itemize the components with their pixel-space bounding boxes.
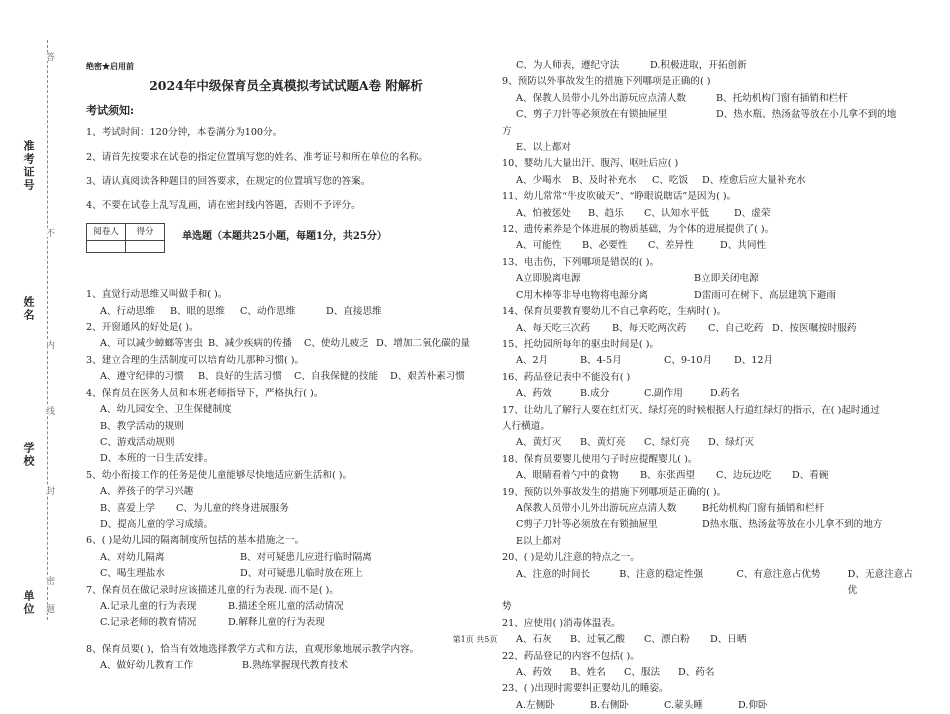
option: A、养孩子的学习兴趣 [100,486,194,498]
seal-line [47,40,48,620]
option: D.积极进取，开拓创新 [650,60,747,71]
question-continuation: 人行横道。 [502,420,550,432]
option: A、石灰 [516,634,552,646]
options [502,173,922,189]
option: A、遵守纪律的习惯 [100,371,184,383]
option: A、2月 [516,355,549,367]
option: B.右侧卧 [590,699,629,711]
option: C、为儿童的终身进展服务 [176,502,289,514]
option: D、无意注意占优 [847,568,913,596]
options [502,91,922,107]
option: B、眼的思维 [170,305,226,317]
options [502,271,922,287]
option: C、游戏活动规则 [100,436,175,448]
option: C用木棒等非导电物将电源分离 [516,289,649,301]
question: 17、让幼儿了解行人要在红灯灭、绿灯亮的时候根据人行道红绿灯的指示，在( )起时通过 [502,404,880,416]
options [502,206,922,222]
option: C、差异性 [648,240,694,252]
option: A、药效 [516,388,552,400]
options [86,304,486,320]
right-column [502,58,922,714]
question: 14、保育员要教育婴幼儿不自己拿药吃，生病时( )。 [502,306,727,318]
seal-mark: 内 [44,340,54,349]
question: 1、直觉行动思维又叫做手和( )。 [86,289,228,301]
notice-item: 1、考试时间：120分钟，本卷满分为100分。 [86,127,283,139]
question: 15、托幼园所每年的驱虫时间是( )。 [502,338,660,350]
options [86,336,486,352]
option: D雷雨可在树下、高层建筑下避雨 [694,289,837,301]
option: D、日晒 [710,634,747,646]
section-title: 单选题（本题共25小题，每题1分，共25分） [182,230,387,242]
options [502,353,922,369]
option: D.解释儿童的行为表现 [228,617,325,629]
options [86,599,486,615]
option: D、热水瓶、热汤盆等放在小儿拿不到的地 [716,109,897,121]
notice-item: 4、不要在试卷上乱写乱画，请在密封线内答题，否则不予评分。 [86,200,361,212]
option: D、共同性 [720,240,767,252]
option: C、边玩边吃 [716,470,772,482]
option: B、教学活动的规则 [100,420,184,432]
option: D、绿灯灭 [708,437,755,449]
options [502,58,922,74]
exam-number-label: 准考证号 [22,140,35,192]
option: A、对幼儿隔离 [100,551,165,563]
option: C、动作思维 [240,305,296,317]
left-column [86,58,486,675]
option: A、可以减少蟑螂等害虫 [100,338,203,350]
options [502,238,922,254]
option: C.记录老师的教育情况 [100,617,197,629]
option: C、剪子刀针等必须放在有锁抽屉里 [516,109,668,121]
page-title: 2024年中级保育员全真模拟考试试题A卷 附解析 [149,78,423,94]
question: 6、( )是幼儿园的隔离制度所包括的基本措施之一。 [86,535,305,547]
options [502,288,922,304]
seal-mark: 密 [44,576,54,585]
option: C、服法 [624,667,661,679]
score-cell: 得分 [126,223,165,240]
option: C、吃饭 [652,174,689,186]
question: 8、保育员要( )，恰当有效地选择教学方式和方法，直观形象地展示教学内容。 [86,643,420,655]
notice-item: 3、请认真阅读各种题目的回答要求，在规定的位置填写您的答案。 [86,176,371,188]
question: 19、预防以外事故发生的措施下列哪项是正确的( )。 [502,486,727,498]
option: A、行动思维 [100,305,155,317]
option: A、幼儿园安全、卫生保健制度 [100,404,232,416]
name-label: 姓名 [22,296,35,322]
seal-mark: 不 [44,228,54,237]
option: B、注意的稳定性强 [619,568,704,580]
option: A、每天吃三次药 [516,322,591,334]
option: D、痊愈后应大量补充水 [702,174,806,186]
option: A.左侧卧 [516,699,555,711]
question: 18、保育员要婴儿使用勺子时应提醒婴儿( )。 [502,453,698,465]
option: D.药名 [710,388,740,400]
option: B.熟练掌握现代教育技术 [242,660,349,672]
question: 13、电击伤，下列哪项是错误的( )。 [502,256,660,268]
option: D、12月 [734,355,774,367]
option: C、自己吃药 [708,322,764,334]
option: D、艰苦朴素习惯 [390,371,465,383]
option: B、对可疑患儿应进行临时隔离 [240,551,372,563]
option: E以上都对 [516,535,562,547]
option-continuation: 势 [502,601,512,613]
question: 22、药品登记的内容不包括( )。 [502,650,640,662]
option: B.描述全班儿童的活动情况 [228,600,344,612]
option: D.仰卧 [738,699,768,711]
seal-mark: 答 [44,52,54,61]
exam-notice [86,103,486,215]
options [502,517,922,533]
question: 4、保育员在医务人员和本班老师指导下，严格执行( )。 [86,387,324,399]
options [502,665,922,681]
options [502,698,922,714]
option: C、喝生理盐水 [100,568,165,580]
option: A立即脱离电源 [516,273,581,285]
seal-mark: 题 [44,604,54,613]
option: B、喜爱上学 [100,502,156,514]
option: D、直接思维 [326,305,382,317]
option: B、必要性 [582,240,628,252]
question: 11、幼儿常常“牛皮吹破天”、“睁眼说瞎话”是因为( )。 [502,191,737,203]
question: 12、遗传素养是个体进展的物质基础，为个体的进展提供了( )。 [502,224,775,236]
option: B、托幼机构门窗有插销和栏杆 [716,92,848,104]
option: D、对可疑患儿临时放在班上 [240,568,363,580]
question: 21、应使用( )消毒体温表。 [502,617,621,629]
options [502,435,922,451]
option: A、做好幼儿教育工作 [100,660,194,672]
score-input[interactable] [126,241,165,253]
option: D、按医嘱按时服药 [772,322,857,334]
option: D、药名 [678,667,715,679]
option: C、漂白粉 [644,634,690,646]
question: 5、幼小衔接工作的任务是使儿童能够尽快地适应新生活和( )。 [86,469,353,481]
option: A、注意的时间长 [516,568,591,580]
option: B、每天吃两次药 [612,322,687,334]
option: A.记录儿童的行为表现 [100,600,197,612]
option: A、可能性 [516,240,562,252]
option: A、眼睛看着勺中的食物 [516,470,619,482]
option: A保教人员带小儿外出游玩应点清人数 [516,502,677,514]
options [502,386,922,402]
option: A、怕被惩处 [516,207,571,219]
option: B、4-5月 [580,355,622,367]
option: C、9-10月 [664,355,713,367]
option: C、有意注意占优势 [736,568,821,580]
question: 7、保育员在做记录时应该描述儿童的行为表现. 而不是( )。 [86,584,339,596]
option: D热水瓶、热汤盆等放在小儿拿不到的地方 [702,519,883,531]
option: C、自我保健的技能 [294,371,379,383]
seal-mark: 封 [44,486,54,495]
option: B、及时补充水 [572,174,637,186]
options [502,321,922,337]
option: C、为人师表，遵纪守法 [516,60,620,71]
section-header [86,223,486,253]
option: B、东张西望 [640,470,696,482]
options [86,501,486,517]
question: 23、( )出现时需要纠正婴幼儿的睡姿。 [502,683,669,695]
notice-item: 2、请首先按要求在试卷的指定位置填写您的姓名、准考证号和所在单位的名称。 [86,151,428,163]
score-box [86,223,165,253]
options [502,468,922,484]
question: 9、预防以外事故发生的措施下列哪项是正确的( ) [502,76,711,88]
option: C、使幼儿疲乏 [304,338,369,350]
question: 3、建立合理的生活制度可以培育幼儿那种习惯( )。 [86,354,305,366]
option: D、虚荣 [734,207,771,219]
option: B、姓名 [570,667,606,679]
question: 16、药品登记表中不能没有( ) [502,371,631,383]
reviewer-cell: 阅卷人 [87,223,126,240]
options [86,550,486,566]
option: C.蒙头睡 [664,699,703,711]
question: 20、( )是幼儿注意的特点之一。 [502,552,640,564]
option: A、黄灯灭 [516,437,562,449]
options [86,615,486,631]
options [502,501,922,517]
question: 2、开窗通风的好处是( )。 [86,322,199,334]
option: C.副作用 [644,388,683,400]
option-continuation: 方 [502,125,512,137]
secret-label: 绝密★启用前 [86,61,134,71]
option: B托幼机构门窗有插销和栏杆 [702,502,825,514]
option: B、良好的生活习惯 [198,371,282,383]
option: B、过氧乙酸 [570,634,626,646]
option: B立即关闭电源 [694,273,759,285]
option: D、提高儿童的学习成绩。 [100,518,214,530]
option: C、绿灯亮 [644,437,690,449]
option: D、本班的一日生活安排。 [100,453,214,465]
option: C、认知水平低 [644,207,709,219]
options [502,107,922,123]
option: A、药效 [516,667,552,679]
option: D、看碗 [792,470,829,482]
option: B、趋乐 [588,207,624,219]
option: B、减少疾病的传播 [208,338,292,350]
options [502,567,922,600]
option: A、少喝水 [516,174,562,186]
school-label: 学校 [22,442,35,468]
unit-label: 单位 [22,590,35,616]
binding-margin [0,0,62,671]
options [86,658,486,674]
options [86,369,486,385]
reviewer-input[interactable] [87,241,126,253]
notice-heading: 考试须知: [86,103,135,117]
seal-mark: 线 [44,406,54,415]
option: A、保教人员带小儿外出游玩应点清人数 [516,92,687,104]
question: 10、婴幼儿大量出汗、腹泻、呕吐后应( ) [502,158,679,170]
option: E、以上都对 [516,142,571,154]
options [86,566,486,582]
option: B.成分 [580,388,610,400]
option: B、黄灯亮 [580,437,626,449]
option: D、增加二氧化碳的量 [376,338,471,350]
option: C剪子刀针等必须放在有锁抽屉里 [516,519,658,531]
page-footer: 第1页 共5页 [452,635,498,644]
